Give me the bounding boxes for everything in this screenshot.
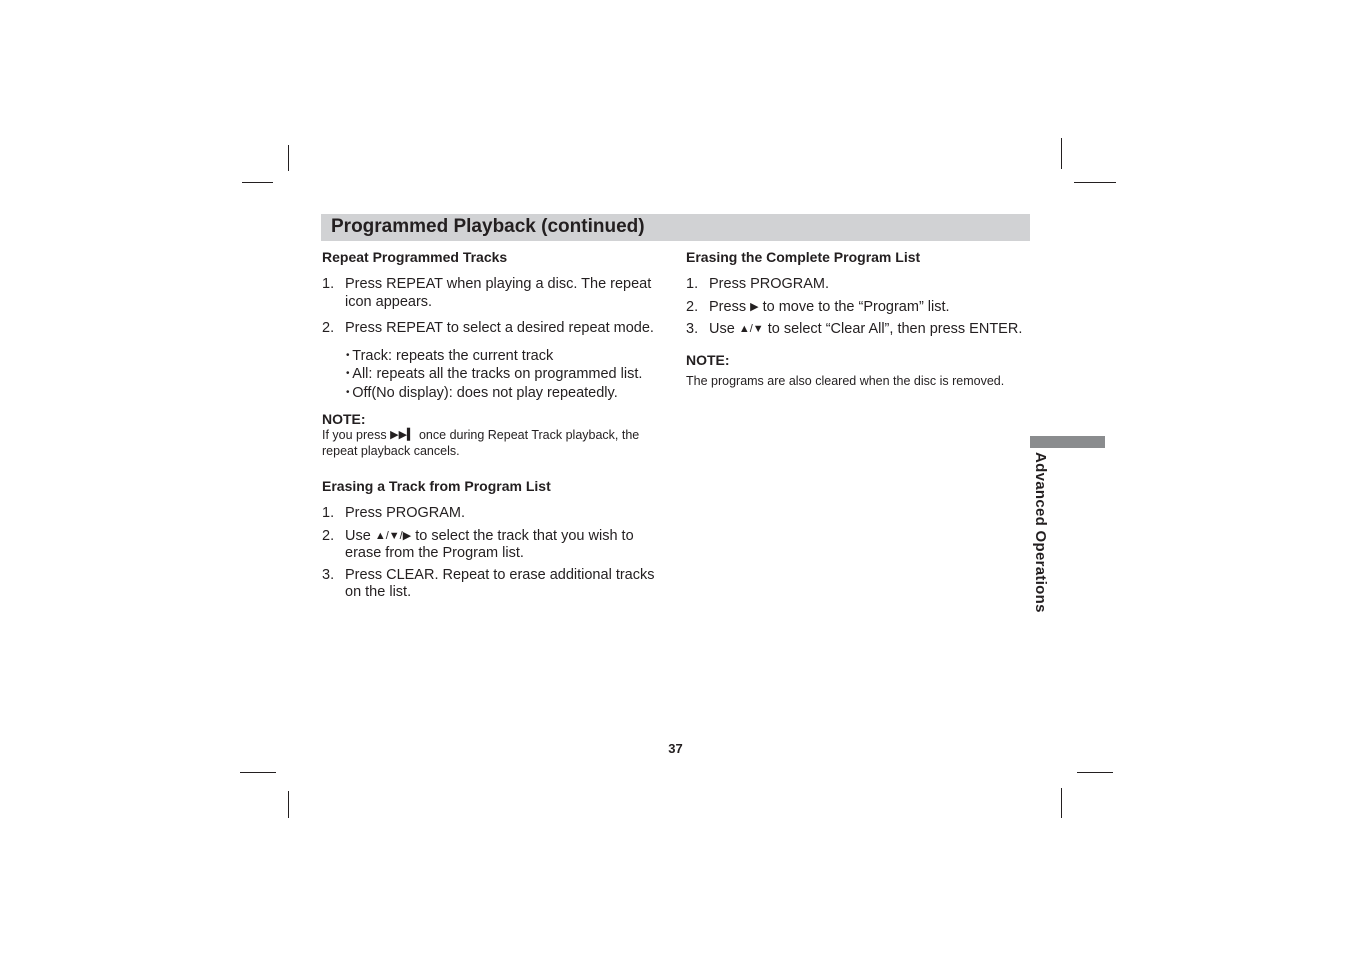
erase-all-heading: Erasing the Complete Program List: [686, 249, 921, 265]
section-tab-marker: [1030, 436, 1105, 448]
list-item: 1. Press PROGRAM.: [322, 505, 466, 521]
up-down-arrows-icon: ▲/▼: [738, 323, 764, 335]
list-item: 1. Press PROGRAM.: [686, 276, 830, 292]
crop-mark: [1061, 138, 1062, 169]
page-number: 37: [668, 741, 683, 756]
crop-mark: [1074, 182, 1116, 183]
list-item: 2. Press ▶ to move to the “Program” list.: [686, 298, 950, 315]
list-item: • Off(No display): does not play repeatedly.: [346, 384, 667, 403]
right-column: [686, 249, 1031, 389]
repeat-steps: [322, 276, 667, 338]
page-title: Programmed Playback (continued): [331, 216, 645, 237]
list-item: 1. Press REPEAT when playing a disc. The repeat icon appears.: [322, 276, 652, 310]
skip-forward-icon: ▶▶▍: [390, 429, 416, 441]
right-arrow-icon: ▶: [750, 300, 759, 313]
crop-mark: [242, 182, 273, 183]
list-item: • Track: repeats the current track: [346, 347, 667, 366]
crop-mark: [1061, 788, 1062, 818]
list-item: 3. Press CLEAR. Repeat to erase additional tracks on the list.: [322, 566, 655, 600]
left-column: [322, 249, 667, 602]
crop-mark: [1077, 772, 1113, 773]
erase-track-steps: [322, 505, 667, 602]
section-title-bar: [321, 214, 1030, 241]
up-down-right-arrows-icon: ▲/▼/▶: [374, 529, 412, 542]
repeat-heading: Repeat Programmed Tracks: [322, 249, 508, 265]
list-item: 2. Use ▲/▼/▶ to select the track that you wish to erase from the Program list.: [322, 527, 634, 561]
crop-mark: [288, 791, 289, 818]
section-tab-label: Advanced Operations: [1032, 452, 1049, 613]
erase-track-heading: Erasing a Track from Program List: [322, 478, 551, 494]
note-text: If you press ▶▶▍ once during Repeat Track playback, the repeat playback cancels.: [322, 428, 640, 458]
list-item: 3. Use ▲/▼ to select “Clear All”, then press ENTER.: [686, 321, 1023, 337]
erase-all-steps: [686, 276, 1031, 339]
crop-mark: [240, 772, 276, 773]
list-item: 2. Press REPEAT to select a desired repeat mode.: [322, 320, 654, 336]
note-heading: NOTE:: [686, 351, 730, 368]
list-item: • All: repeats all the tracks on programmed list.: [346, 365, 667, 384]
crop-mark: [288, 145, 289, 171]
note-text: The programs are also cleared when the disc is removed.: [686, 373, 1005, 388]
repeat-modes: [322, 347, 667, 403]
note-heading: NOTE:: [322, 411, 366, 427]
